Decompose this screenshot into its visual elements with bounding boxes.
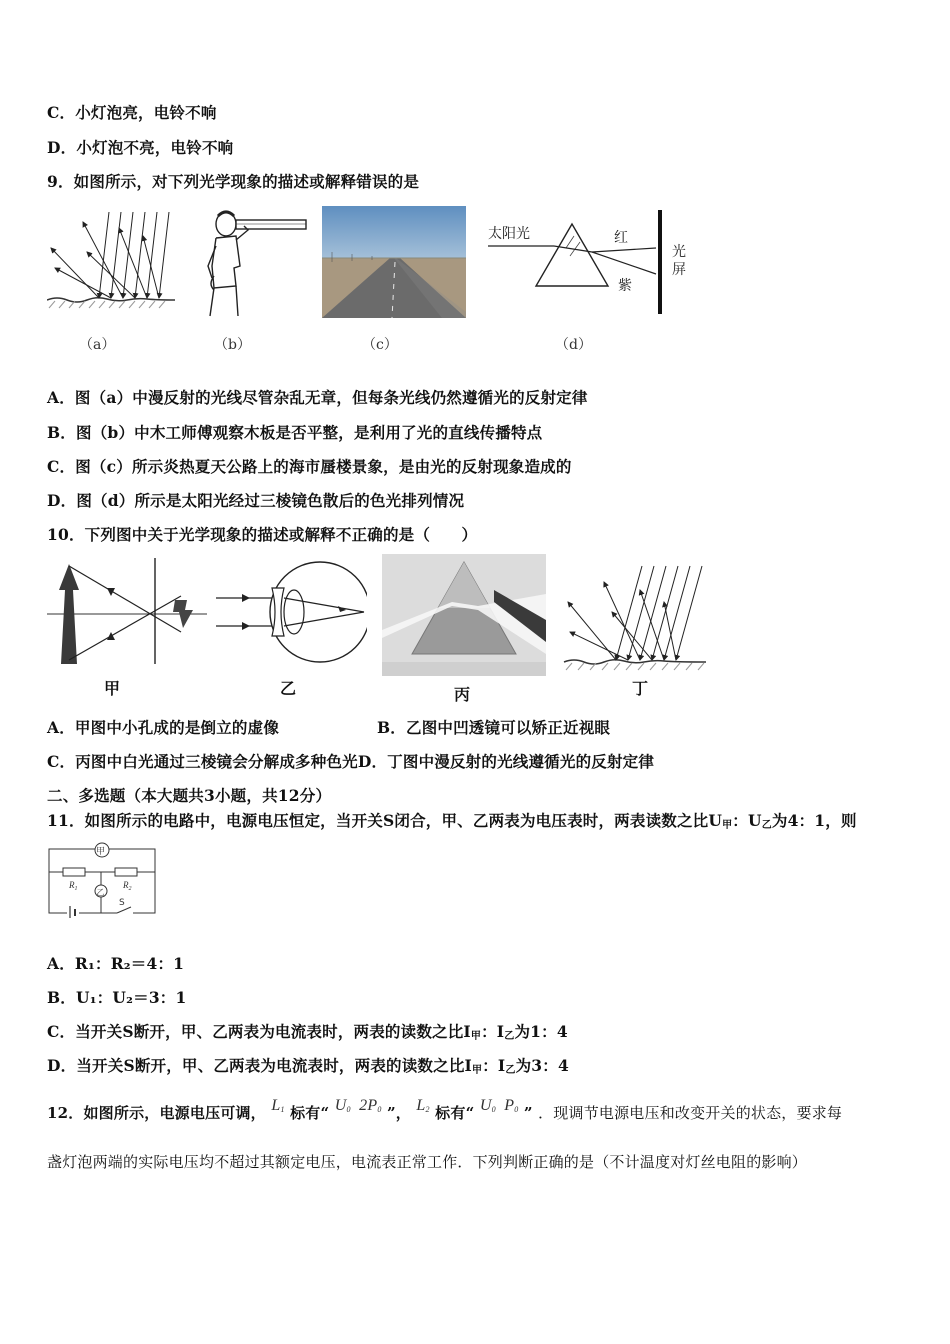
- caption-yi: 乙: [280, 679, 297, 698]
- option-9a: A．图（a）中漫反射的光线尽管杂乱无章，但每条光线仍然遵循光的反射定律: [47, 388, 588, 407]
- r1-label: $R_1$: [69, 880, 78, 892]
- red-label: 红: [614, 230, 628, 246]
- option-11d: D．当开关S断开，甲、乙两表为电流表时，两表的读数之比$I_甲$：$I_乙$为3：4: [47, 1056, 569, 1076]
- caption-b: （b）: [214, 337, 251, 353]
- section-2-heading: 二、多选题（本大题共3小题，共12分）: [47, 786, 332, 805]
- caption-d: （d）: [555, 337, 592, 353]
- caption-bing: 丙: [454, 685, 471, 704]
- option-9c: C．图（c）所示炎热夏天公路上的海市蜃楼景象，是由光的反射现象造成的: [47, 457, 572, 476]
- caption-jia: 甲: [104, 679, 121, 698]
- option-11c: C．当开关S断开，甲、乙两表为电流表时，两表的读数之比$I_甲$：$I_乙$为1：4: [47, 1022, 568, 1042]
- caption-c: （c）: [362, 337, 398, 353]
- switch-label: S: [119, 898, 125, 908]
- option-10b: B．乙图中凹透镜可以矫正近视眼: [377, 718, 611, 737]
- question-11: 11．如图所示的电路中，电源电压恒定，当开关S闭合，甲、乙两表为电压表时，两表读数之比$U_甲$：$U_乙$为4：1，则: [47, 811, 857, 831]
- eye-concave-lens-figure-yi: [212, 558, 367, 670]
- carpenter-figure-b: [200, 206, 310, 318]
- diffuse-reflection-figure-ding: [560, 562, 710, 674]
- meter-jia-label: 甲: [96, 847, 106, 857]
- prism-photo-bing: [382, 554, 546, 676]
- meter-yi-label: 乙: [96, 888, 105, 897]
- option-8d: D．小灯泡不亮，电铃不响: [47, 138, 234, 157]
- option-11b: B．U₁：U₂＝3：1: [47, 988, 187, 1007]
- question-10: 10．下列图中关于光学现象的描述或解释不正确的是（ ）: [47, 525, 478, 544]
- r2-label: $R_2$: [123, 880, 132, 892]
- option-9b: B．图（b）中木工师傅观察木板是否平整，是利用了光的直线传播特点: [47, 423, 543, 442]
- question-12-line-1: 12．如图所示，电源电压可调， $L_1$ 标有“ $U_0$ $2P_0$ ”， $L_2$ 标有“ $U_0$ $P_0$ ” ．现调节电源电压和改变开关的状态，要求每: [47, 1097, 843, 1122]
- option-10cd: C．丙图中白光通过三棱镜会分解成多种色光D．丁图中漫反射的光线遵循光的反射定律: [47, 752, 655, 771]
- prism-dispersion-figure-d: [484, 206, 694, 318]
- option-9d: D．图（d）所示是太阳光经过三棱镜色散后的色光排列情况: [47, 491, 465, 510]
- sunlight-label: 太阳光: [488, 226, 530, 242]
- option-11a: A．R₁：R₂＝4：1: [47, 954, 185, 973]
- option-10a: A．甲图中小孔成的是倒立的虚像: [47, 718, 280, 737]
- screen-label-1: 光: [672, 244, 686, 260]
- circuit-diagram-q11: [47, 842, 159, 918]
- screen-label-2: 屏: [672, 262, 686, 278]
- caption-a: （a）: [79, 337, 116, 353]
- pinhole-figure-jia: [47, 558, 207, 670]
- diffuse-reflection-figure-a: [47, 208, 177, 316]
- option-8c: C．小灯泡亮，电铃不响: [47, 103, 217, 122]
- question-9: 9．如图所示，对下列光学现象的描述或解释错误的是: [47, 172, 420, 191]
- question-12-line-2: 盏灯泡两端的实际电压均不超过其额定电压，电流表正常工作．下列判断正确的是（不计温度对灯丝电阻的影响）: [47, 1153, 808, 1171]
- road-mirage-photo-c: [322, 206, 466, 318]
- violet-label: 紫: [618, 278, 632, 294]
- caption-ding: 丁: [632, 679, 649, 698]
